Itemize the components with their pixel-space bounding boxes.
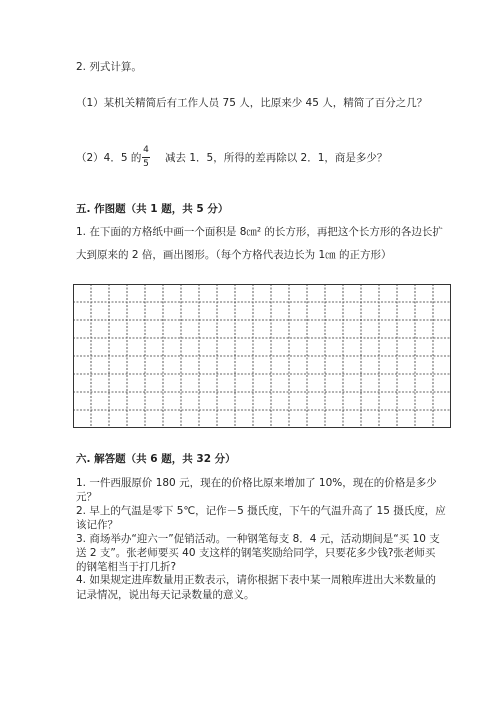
answer-line-3: 2. 早上的气温是零下 5℃，记作－5 摄氏度，下午的气温升高了 15 摄氏度，应 (76, 505, 446, 517)
drawing-question-line-2: 大到原来的 2 倍，画出图形。（每个方格代表边长为 1㎝ 的正方形） (76, 249, 392, 261)
section6-heading: 六. 解答题（共 6 题，共 32 分） (76, 453, 236, 465)
answer-line-5: 3. 商场举办“迎六一”促销活动。一种钢笔每支 8．4 元，活动期间是“买 10 支 (76, 533, 440, 545)
answer-line-4: 该记作？ (76, 519, 118, 531)
question-2-1: （1）某机关精简后有工作人员 75 人，比原来少 45 人，精简了百分之几？ (76, 97, 428, 109)
answer-line-9: 记录情况，说出每天记录数量的意义。 (76, 589, 255, 601)
answer-line-2: 元？ (76, 491, 97, 503)
question-2-2-prefix: （2）4．5 的 (76, 152, 142, 164)
section5-heading: 五. 作图题（共 1 题，共 5 分） (76, 203, 229, 215)
answer-line-7: 的钢笔相当于打几折? (76, 561, 177, 573)
question-2-2-suffix: 减去 1．5，所得的差再除以 2．1，商是多少？ (165, 152, 388, 164)
drawing-question-line-1: 1. 在下面的方格纸中画一个面积是 8㎝² 的长方形，再把这个长方形的各边长扩 (76, 226, 443, 238)
fraction-numerator: 4 (143, 145, 149, 155)
answer-line-8: 4. 如果规定进库数量用正数表示，请你根据下表中某一周粮库进出大米数量的 (76, 574, 436, 586)
fraction-bar (142, 157, 150, 158)
square-grid (73, 284, 451, 428)
answer-line-6: 送 2 支”。张老师要买 40 支这样的钢笔奖励给同学，只要花多少钱?张老师买 (76, 547, 436, 559)
answer-line-1: 1. 一件西服原价 180 元，现在的价格比原来增加了 10%，现在的价格是多少 (76, 477, 437, 489)
section2-heading: 2. 列式计算。 (76, 61, 142, 73)
fraction-denominator: 5 (143, 159, 149, 169)
